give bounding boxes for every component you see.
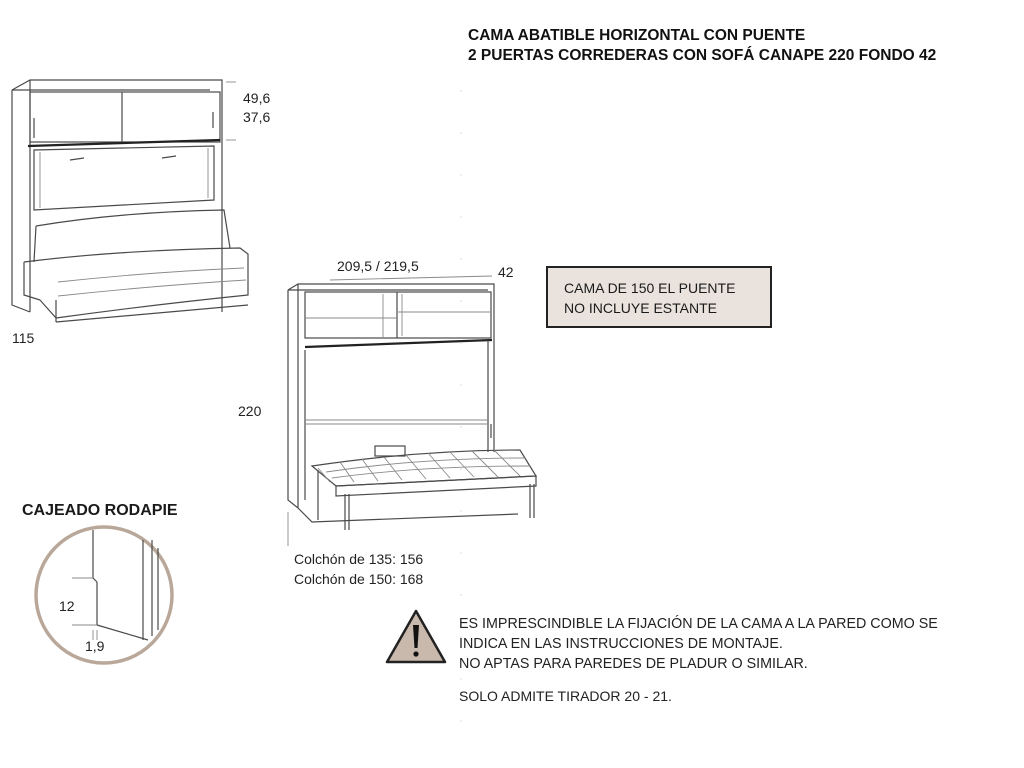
dim-depth-open: 115	[12, 330, 35, 346]
dim-height: 220	[238, 403, 262, 419]
closed-unit-drawing	[12, 80, 248, 322]
open-unit-drawing	[288, 276, 536, 546]
note-line-1: CAMA DE 150 EL PUENTE	[564, 280, 736, 296]
mattress-135: Colchón de 135: 156	[294, 551, 424, 567]
dim-width: 209,5 / 219,5	[337, 258, 419, 274]
title-line-1: CAMA ABATIBLE HORIZONTAL CON PUENTE	[468, 27, 806, 44]
title-line-2: 2 PUERTAS CORREDERAS CON SOFÁ CANAPE 220 FONDO 42	[468, 47, 937, 64]
warning-line-1: ES IMPRESCINDIBLE LA FIJACIÓN DE LA CAMA A LA PARED COMO SE	[459, 616, 938, 632]
dim-top-height-1: 49,6	[243, 90, 271, 106]
detail-dim-height: 12	[59, 598, 75, 614]
detail-dim-width: 1,9	[85, 638, 105, 654]
warning-line-3: NO APTAS PARA PAREDES DE PLADUR O SIMILAR.	[459, 656, 808, 672]
mattress-150: Colchón de 150: 168	[294, 571, 424, 587]
dim-depth: 42	[498, 264, 514, 280]
detail-label: CAJEADO RODAPIE	[22, 502, 178, 519]
note-box	[546, 266, 772, 328]
tirador-note: SOLO ADMITE TIRADOR 20 - 21.	[459, 688, 672, 704]
warning-line-2: INDICA EN LAS INSTRUCCIONES DE MONTAJE.	[459, 636, 783, 652]
note-line-2: NO INCLUYE ESTANTE	[564, 300, 717, 316]
mattress-sizes	[294, 549, 423, 589]
dim-top-height-2: 37,6	[243, 109, 271, 125]
warning-text	[459, 614, 938, 674]
